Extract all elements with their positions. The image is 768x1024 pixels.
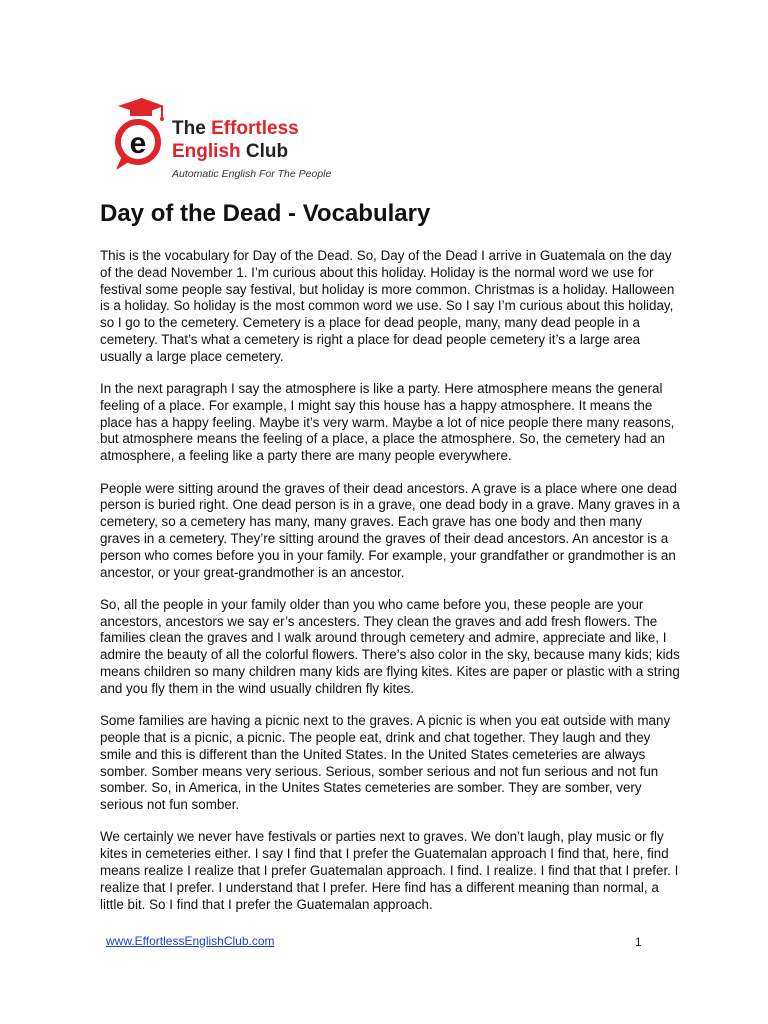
paragraph: We certainly we never have festivals or parties next to graves. We don’t laugh, play music or fly kites in cemeteries either. I say I find that I prefer the Guatemalan approach I find that, here, find means realize I realize that I prefer Guatemalan approach. I find. I realize. I find that that I prefer. I realize that I prefer. I understand that I prefer. Here find has a different meaning than normal, a little bit. So I find that I prefer the Guatemalan approach.: [100, 829, 679, 912]
page-number: 1: [635, 935, 642, 949]
paragraph: In the next paragraph I say the atmosphere is like a party. Here atmosphere means the general feeling of a place. For example, I might say this house has a happy atmosphere. It means the place has a happy feeling. Maybe it’s very warm. Maybe a lot of nice people there many reasons, but atmosphere means the feeling of a place, a place the atmosphere. So, the cemetery had an atmosphere, a feeling like a party there are many people everywhere.: [100, 381, 675, 464]
brand-name-line1: [172, 118, 299, 140]
brand-logo: [112, 96, 372, 186]
page-title: Day of the Dead - Vocabulary: [100, 200, 431, 227]
logo-letter: e: [129, 127, 147, 160]
paragraph: Some families are having a picnic next to the graves. A picnic is when you eat outside with many people that is a picnic, a picnic. The people eat, drink and chat together. They laugh and they smile and this is different than the United States. In the United States cemeteries are always somber. Somber means very serious. Serious, somber serious and not fun serious and not fun somber. So, in America, in the Unites States cemeteries are somber. They are somber, very serious not fun somber.: [100, 713, 671, 813]
brand-tagline: Automatic English For The People: [172, 168, 332, 180]
paragraph: People were sitting around the graves of their dead ancestors. A grave is a place where one dead person is buried right. One dead person is in a grave, one dead body in a grave. Many graves in a cemetery, so a cemetery has many, many graves. Each grave has one body and then many graves in a cemetery. They’re sitting around the graves of their dead ancestors. An ancestor is a person who comes before you in your family. For example, your grandfather or grandmother is an ancestor, or your great-grandmother is an ancestor.: [100, 480, 680, 580]
brand-english: English: [172, 141, 246, 162]
brand-effortless: Effortless: [211, 118, 299, 139]
paragraph: This is the vocabulary for Day of the Dead. So, Day of the Dead I arrive in Guatemala on the day of the dead November 1. I’m curious about this holiday. Holiday is the normal word we use for festival some people say festival, but holiday is more common. Christmas is a holiday. Halloween is a holiday. So holiday is the most common word we use. So I say I’m curious about this holiday, so I go to the cemetery. Cemetery is a place for dead people, many, many dead people in a cemetery. That’s what a cemetery is right a place for dead people cemetery it’s a large area usually a large place cemetery.: [100, 248, 675, 364]
graduation-cap-e-icon: [112, 96, 168, 180]
brand-club: Club: [245, 141, 289, 162]
paragraph: So, all the people in your family older than you who came before you, these people are your ancestors, ancestors we say er’s ancesters. They clean the graves and add fresh flowers. The families clean the graves and I walk around through cemetery and admire, appreciate and like, I admire the beauty of all the colorful flowers. There’s also color in the sky, because many kids; kids means children so many children many kids are flying kites. Kites are paper or plastic with a string and you fly them in the wind usually children fly kites.: [100, 596, 680, 696]
body-text: [100, 248, 680, 929]
brand-name-line2: [172, 141, 288, 163]
website-link[interactable]: www.EffortlessEnglishClub.com: [106, 934, 275, 948]
brand-the: The: [172, 118, 212, 139]
